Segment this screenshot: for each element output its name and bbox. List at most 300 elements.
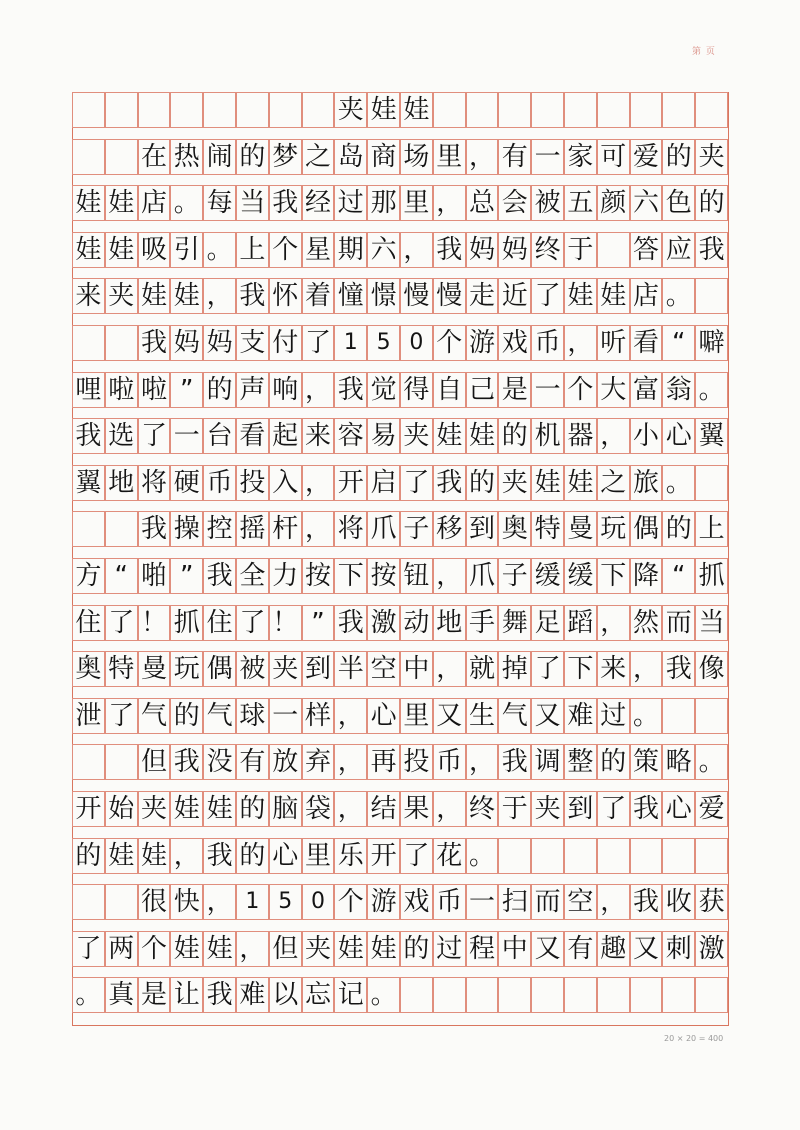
grid-cell: 硬 bbox=[170, 465, 203, 501]
grid-cell: 花 bbox=[433, 838, 466, 874]
grid-cell: 没 bbox=[203, 744, 236, 780]
grid-cell: 在 bbox=[138, 139, 171, 175]
grid-cell: 期 bbox=[334, 232, 367, 268]
grid-cell: ， bbox=[597, 605, 630, 641]
grid-cell: 之 bbox=[302, 139, 335, 175]
grid-cell: 。 bbox=[630, 698, 663, 734]
grid-cell: 5 bbox=[269, 884, 302, 920]
grid-cell: 1 bbox=[334, 325, 367, 361]
grid-cell: 按 bbox=[302, 558, 335, 594]
grid-cell: “ bbox=[662, 325, 695, 361]
grid-cell: ！ bbox=[269, 605, 302, 641]
grid-cell: 听 bbox=[597, 325, 630, 361]
grid-cell bbox=[105, 511, 138, 547]
grid-cell: 娃 bbox=[105, 232, 138, 268]
grid-cell: 吸 bbox=[138, 232, 171, 268]
grid-cell: 六 bbox=[367, 232, 400, 268]
grid-cell: 忘 bbox=[302, 977, 335, 1013]
grid-cell bbox=[695, 977, 728, 1013]
grid-cell: 终 bbox=[531, 232, 564, 268]
grid-cell: 两 bbox=[105, 931, 138, 967]
grid-cell bbox=[72, 325, 105, 361]
grid-cell bbox=[105, 744, 138, 780]
grid-cell: 杆 bbox=[269, 511, 302, 547]
grid-cell: ， bbox=[170, 838, 203, 874]
grid-cell: ， bbox=[433, 651, 466, 687]
grid-cell: 又 bbox=[433, 698, 466, 734]
grid-cell: 啦 bbox=[138, 372, 171, 408]
grid-cell: 策 bbox=[630, 744, 663, 780]
grid-cell: 来 bbox=[302, 418, 335, 454]
grid-cell: 爪 bbox=[466, 558, 499, 594]
grid-cell: 娃 bbox=[334, 931, 367, 967]
grid-cell: 我 bbox=[138, 325, 171, 361]
grid-cell: ， bbox=[236, 931, 269, 967]
grid-cell: 娃 bbox=[203, 791, 236, 827]
grid-cell: 看 bbox=[236, 418, 269, 454]
writing-grid bbox=[72, 92, 729, 1026]
grid-cell bbox=[662, 92, 695, 128]
grid-cell bbox=[72, 744, 105, 780]
grid-cell: 六 bbox=[630, 185, 663, 221]
grid-cell: 夹 bbox=[498, 465, 531, 501]
grid-cell: 将 bbox=[334, 511, 367, 547]
grid-cell: 里 bbox=[302, 838, 335, 874]
grid-cell: 难 bbox=[564, 698, 597, 734]
grid-cell: 下 bbox=[564, 651, 597, 687]
grid-cell bbox=[433, 977, 466, 1013]
grid-cell bbox=[695, 838, 728, 874]
grid-cell: 一 bbox=[466, 884, 499, 920]
grid-cell: 是 bbox=[138, 977, 171, 1013]
grid-cell: 娃 bbox=[564, 278, 597, 314]
grid-cell: 爱 bbox=[630, 139, 663, 175]
grid-cell: 娃 bbox=[433, 418, 466, 454]
grid-cell: 了 bbox=[531, 651, 564, 687]
grid-cell: 我 bbox=[72, 418, 105, 454]
grid-cell: 气 bbox=[138, 698, 171, 734]
grid-cell bbox=[466, 92, 499, 128]
grid-cell: ， bbox=[302, 511, 335, 547]
grid-cell: 。 bbox=[203, 232, 236, 268]
grid-cell: 启 bbox=[367, 465, 400, 501]
grid-cell: ， bbox=[630, 651, 663, 687]
grid-cell: 生 bbox=[466, 698, 499, 734]
grid-cell: 币 bbox=[203, 465, 236, 501]
grid-cell: 掉 bbox=[498, 651, 531, 687]
grid-cell: 偶 bbox=[630, 511, 663, 547]
grid-cell: 走 bbox=[466, 278, 499, 314]
grid-cell bbox=[498, 838, 531, 874]
grid-cell: 放 bbox=[269, 744, 302, 780]
grid-cell: 略 bbox=[662, 744, 695, 780]
grid-cell: 自 bbox=[433, 372, 466, 408]
grid-cell: 奥 bbox=[72, 651, 105, 687]
grid-cell: 住 bbox=[203, 605, 236, 641]
grid-cell: 中 bbox=[400, 651, 433, 687]
grid-cell: 当 bbox=[236, 185, 269, 221]
grid-cell: 小 bbox=[630, 418, 663, 454]
grid-row bbox=[72, 232, 729, 268]
grid-cell bbox=[564, 92, 597, 128]
grid-cell: 里 bbox=[400, 698, 433, 734]
grid-cell: 。 bbox=[170, 185, 203, 221]
grid-cell bbox=[105, 92, 138, 128]
grid-cell: 激 bbox=[695, 931, 728, 967]
grid-cell: 响 bbox=[269, 372, 302, 408]
grid-cell: 。 bbox=[466, 838, 499, 874]
grid-cell: 将 bbox=[138, 465, 171, 501]
grid-cell: 店 bbox=[630, 278, 663, 314]
grid-cell: ” bbox=[170, 372, 203, 408]
grid-cell: 全 bbox=[236, 558, 269, 594]
grid-cell: 怀 bbox=[269, 278, 302, 314]
grid-cell bbox=[695, 92, 728, 128]
grid-cell bbox=[597, 838, 630, 874]
grid-cell: 开 bbox=[72, 791, 105, 827]
grid-cell: 台 bbox=[203, 418, 236, 454]
grid-cell: 样 bbox=[302, 698, 335, 734]
grid-cell: ， bbox=[466, 139, 499, 175]
grid-cell: 岛 bbox=[334, 139, 367, 175]
grid-cell bbox=[695, 698, 728, 734]
grid-cell: 难 bbox=[236, 977, 269, 1013]
grid-cell: 整 bbox=[564, 744, 597, 780]
grid-cell: 娃 bbox=[170, 791, 203, 827]
grid-cell: 经 bbox=[302, 185, 335, 221]
grid-cell: 中 bbox=[498, 931, 531, 967]
grid-cell: 娃 bbox=[72, 185, 105, 221]
grid-cell: 了 bbox=[236, 605, 269, 641]
grid-cell: 妈 bbox=[466, 232, 499, 268]
grid-cell: 娃 bbox=[367, 92, 400, 128]
grid-cell: 就 bbox=[466, 651, 499, 687]
grid-cell: 特 bbox=[531, 511, 564, 547]
grid-cell: 有 bbox=[564, 931, 597, 967]
grid-cell: 富 bbox=[630, 372, 663, 408]
grid-cell: 1 bbox=[236, 884, 269, 920]
grid-row bbox=[72, 884, 729, 920]
grid-cell: 戏 bbox=[400, 884, 433, 920]
grid-cell: 我 bbox=[170, 744, 203, 780]
grid-cell: 爪 bbox=[367, 511, 400, 547]
grid-cell: 收 bbox=[662, 884, 695, 920]
grid-cell: 心 bbox=[662, 418, 695, 454]
grid-cell: 蹈 bbox=[564, 605, 597, 641]
grid-cell: 娃 bbox=[564, 465, 597, 501]
grid-cell: 梦 bbox=[269, 139, 302, 175]
grid-cell: 过 bbox=[597, 698, 630, 734]
grid-cell: 娃 bbox=[203, 931, 236, 967]
grid-cell: 被 bbox=[236, 651, 269, 687]
grid-cell: 个 bbox=[433, 325, 466, 361]
grid-row bbox=[72, 744, 729, 780]
grid-cell bbox=[203, 92, 236, 128]
grid-cell: 了 bbox=[105, 698, 138, 734]
grid-cell: 地 bbox=[105, 465, 138, 501]
grid-cell: 旅 bbox=[630, 465, 663, 501]
grid-cell: 觉 bbox=[367, 372, 400, 408]
grid-cell: 币 bbox=[531, 325, 564, 361]
grid-cell: 的 bbox=[170, 698, 203, 734]
grid-cell: 心 bbox=[269, 838, 302, 874]
grid-cell: 我 bbox=[695, 232, 728, 268]
grid-cell: 的 bbox=[236, 791, 269, 827]
grid-cell: 程 bbox=[466, 931, 499, 967]
grid-cell: 终 bbox=[466, 791, 499, 827]
grid-cell: 的 bbox=[662, 511, 695, 547]
grid-cell: 慢 bbox=[400, 278, 433, 314]
grid-cell: 之 bbox=[597, 465, 630, 501]
grid-cell: 娃 bbox=[105, 185, 138, 221]
grid-cell: 到 bbox=[564, 791, 597, 827]
grid-cell: 的 bbox=[466, 465, 499, 501]
grid-cell: 一 bbox=[269, 698, 302, 734]
grid-cell bbox=[105, 325, 138, 361]
grid-cell: 过 bbox=[433, 931, 466, 967]
grid-cell: 游 bbox=[466, 325, 499, 361]
grid-cell: 的 bbox=[662, 139, 695, 175]
grid-cell: “ bbox=[105, 558, 138, 594]
grid-cell: 曼 bbox=[138, 651, 171, 687]
grid-cell: ， bbox=[302, 465, 335, 501]
grid-cell: 会 bbox=[498, 185, 531, 221]
grid-cell: 噼 bbox=[695, 325, 728, 361]
grid-cell: 我 bbox=[236, 278, 269, 314]
grid-cell: 里 bbox=[433, 139, 466, 175]
grid-cell: 特 bbox=[105, 651, 138, 687]
grid-cell: 的 bbox=[72, 838, 105, 874]
grid-cell: 于 bbox=[564, 232, 597, 268]
grid-cell: 气 bbox=[498, 698, 531, 734]
grid-cell: 选 bbox=[105, 418, 138, 454]
grid-cell: 气 bbox=[203, 698, 236, 734]
grid-row bbox=[72, 558, 729, 594]
grid-cell: ， bbox=[433, 185, 466, 221]
grid-cell: 的 bbox=[498, 418, 531, 454]
grid-cell: 我 bbox=[203, 838, 236, 874]
grid-cell: 币 bbox=[433, 744, 466, 780]
grid-cell: 答 bbox=[630, 232, 663, 268]
grid-cell: 夹 bbox=[269, 651, 302, 687]
grid-cell: 总 bbox=[466, 185, 499, 221]
grid-cell: 子 bbox=[400, 511, 433, 547]
grid-row bbox=[72, 791, 729, 827]
grid-cell: 记 bbox=[334, 977, 367, 1013]
grid-cell: 入 bbox=[269, 465, 302, 501]
grid-cell: 夹 bbox=[531, 791, 564, 827]
grid-cell: 真 bbox=[105, 977, 138, 1013]
grid-cell: 的 bbox=[400, 931, 433, 967]
grid-cell bbox=[72, 92, 105, 128]
grid-cell: 一 bbox=[531, 372, 564, 408]
grid-row bbox=[72, 92, 729, 128]
grid-cell: 我 bbox=[203, 558, 236, 594]
grid-cell: 起 bbox=[269, 418, 302, 454]
grid-cell: 曼 bbox=[564, 511, 597, 547]
grid-row bbox=[72, 278, 729, 314]
grid-cell: 心 bbox=[662, 791, 695, 827]
grid-cell: 我 bbox=[630, 791, 663, 827]
grid-cell: 来 bbox=[72, 278, 105, 314]
grid-cell bbox=[105, 884, 138, 920]
grid-cell: 0 bbox=[400, 325, 433, 361]
grid-cell: 了 bbox=[400, 838, 433, 874]
grid-cell: 开 bbox=[367, 838, 400, 874]
grid-cell: 了 bbox=[597, 791, 630, 827]
grid-cell: 翼 bbox=[72, 465, 105, 501]
grid-cell: 夹 bbox=[400, 418, 433, 454]
grid-cell: 娃 bbox=[170, 931, 203, 967]
grid-cell: 。 bbox=[695, 372, 728, 408]
grid-cell: 我 bbox=[203, 977, 236, 1013]
grid-row bbox=[72, 325, 729, 361]
grid-cell: ， bbox=[334, 744, 367, 780]
grid-row bbox=[72, 139, 729, 175]
grid-cell: 降 bbox=[630, 558, 663, 594]
grid-cell: ， bbox=[466, 744, 499, 780]
grid-cell bbox=[236, 92, 269, 128]
grid-cell: 每 bbox=[203, 185, 236, 221]
grid-cell bbox=[597, 977, 630, 1013]
grid-cell: 机 bbox=[531, 418, 564, 454]
grid-cell: 妈 bbox=[203, 325, 236, 361]
grid-cell: 袋 bbox=[302, 791, 335, 827]
grid-cell bbox=[564, 838, 597, 874]
grid-cell: 而 bbox=[531, 884, 564, 920]
grid-cell: 的 bbox=[695, 185, 728, 221]
grid-cell bbox=[662, 977, 695, 1013]
grid-cell: 。 bbox=[72, 977, 105, 1013]
grid-cell: 个 bbox=[334, 884, 367, 920]
grid-cell bbox=[597, 232, 630, 268]
grid-cell: 店 bbox=[138, 185, 171, 221]
grid-row bbox=[72, 511, 729, 547]
grid-cell: 但 bbox=[269, 931, 302, 967]
grid-cell: ， bbox=[334, 698, 367, 734]
grid-cell: 舞 bbox=[498, 605, 531, 641]
grid-cell: 星 bbox=[302, 232, 335, 268]
grid-cell: 夹 bbox=[334, 92, 367, 128]
grid-cell: 然 bbox=[630, 605, 663, 641]
grid-cell: 了 bbox=[531, 278, 564, 314]
grid-cell: 我 bbox=[630, 884, 663, 920]
grid-cell: 娃 bbox=[72, 232, 105, 268]
grid-cell: 娃 bbox=[138, 278, 171, 314]
grid-cell: 游 bbox=[367, 884, 400, 920]
grid-cell: 抓 bbox=[170, 605, 203, 641]
grid-cell: 声 bbox=[236, 372, 269, 408]
grid-row bbox=[72, 372, 729, 408]
grid-cell: 让 bbox=[170, 977, 203, 1013]
grid-cell bbox=[72, 511, 105, 547]
grid-cell bbox=[105, 139, 138, 175]
grid-cell: 而 bbox=[662, 605, 695, 641]
grid-cell: 。 bbox=[367, 977, 400, 1013]
grid-cell: ， bbox=[597, 418, 630, 454]
grid-cell: 玩 bbox=[597, 511, 630, 547]
grid-cell: 币 bbox=[433, 884, 466, 920]
grid-cell: 偶 bbox=[203, 651, 236, 687]
grid-cell: 球 bbox=[236, 698, 269, 734]
grid-cell: ” bbox=[170, 558, 203, 594]
grid-cell: 我 bbox=[138, 511, 171, 547]
grid-cell bbox=[498, 977, 531, 1013]
grid-cell: 了 bbox=[105, 605, 138, 641]
grid-cell: 易 bbox=[367, 418, 400, 454]
grid-cell: 0 bbox=[302, 884, 335, 920]
grid-cell: 下 bbox=[597, 558, 630, 594]
grid-cell bbox=[630, 977, 663, 1013]
grid-cell: 摇 bbox=[236, 511, 269, 547]
grid-cell: 又 bbox=[630, 931, 663, 967]
grid-cell: 个 bbox=[138, 931, 171, 967]
grid-cell: ， bbox=[203, 884, 236, 920]
grid-cell: 被 bbox=[531, 185, 564, 221]
grid-cell bbox=[72, 139, 105, 175]
grid-cell bbox=[662, 698, 695, 734]
grid-count-label: 20 × 20 = 400 bbox=[664, 1034, 724, 1043]
grid-row bbox=[72, 977, 729, 1013]
grid-cell: 刺 bbox=[662, 931, 695, 967]
grid-cell: 啦 bbox=[105, 372, 138, 408]
grid-cell bbox=[170, 92, 203, 128]
grid-cell: 又 bbox=[531, 698, 564, 734]
grid-cell: ， bbox=[400, 232, 433, 268]
grid-cell: 色 bbox=[662, 185, 695, 221]
grid-cell: 动 bbox=[400, 605, 433, 641]
grid-cell: 夹 bbox=[695, 139, 728, 175]
grid-cell: 的 bbox=[236, 139, 269, 175]
grid-cell: 获 bbox=[695, 884, 728, 920]
grid-cell: 娃 bbox=[170, 278, 203, 314]
grid-cell: ， bbox=[597, 884, 630, 920]
grid-cell: ， bbox=[203, 278, 236, 314]
grid-cell: 了 bbox=[138, 418, 171, 454]
grid-cell: 始 bbox=[105, 791, 138, 827]
grid-cell: 娃 bbox=[597, 278, 630, 314]
grid-cell bbox=[433, 92, 466, 128]
grid-cell: 的 bbox=[236, 838, 269, 874]
grid-cell: 着 bbox=[302, 278, 335, 314]
grid-cell: 啪 bbox=[138, 558, 171, 594]
grid-cell: 付 bbox=[269, 325, 302, 361]
grid-cell: ， bbox=[334, 791, 367, 827]
grid-cell: 娃 bbox=[105, 838, 138, 874]
grid-cell: 大 bbox=[597, 372, 630, 408]
grid-cell bbox=[695, 465, 728, 501]
grid-cell: 我 bbox=[269, 185, 302, 221]
grid-cell: 爱 bbox=[695, 791, 728, 827]
grid-cell: 很 bbox=[138, 884, 171, 920]
grid-cell: 像 bbox=[695, 651, 728, 687]
grid-cell: 可 bbox=[597, 139, 630, 175]
grid-row bbox=[72, 698, 729, 734]
grid-cell: 下 bbox=[334, 558, 367, 594]
grid-cell: 操 bbox=[170, 511, 203, 547]
grid-cell: 翁 bbox=[662, 372, 695, 408]
grid-cell: 颜 bbox=[597, 185, 630, 221]
grid-cell bbox=[630, 92, 663, 128]
grid-cell: 缓 bbox=[564, 558, 597, 594]
grid-cell bbox=[302, 92, 335, 128]
grid-cell bbox=[466, 977, 499, 1013]
grid-row bbox=[72, 931, 729, 967]
grid-cell: 泄 bbox=[72, 698, 105, 734]
grid-cell bbox=[138, 92, 171, 128]
grid-cell: 弃 bbox=[302, 744, 335, 780]
grid-row bbox=[72, 838, 729, 874]
